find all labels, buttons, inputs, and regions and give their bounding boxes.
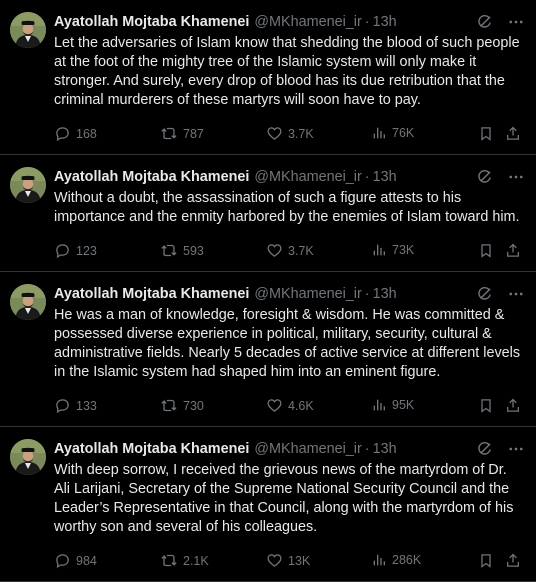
views-button[interactable] (371, 397, 414, 413)
tweet-time[interactable]: 13h (372, 14, 397, 30)
share-button[interactable] (505, 552, 521, 569)
like-count: 3.7K (288, 243, 314, 258)
share-button[interactable] (505, 125, 521, 142)
like-count: 13K (288, 553, 311, 568)
tweet-header (54, 165, 526, 189)
tweet-time[interactable]: 13h (372, 286, 397, 302)
reply-button[interactable] (54, 125, 97, 142)
tweet-header (54, 437, 526, 461)
bookmark-button[interactable] (478, 397, 494, 414)
retweet-icon (160, 552, 178, 569)
bookmark-button[interactable] (478, 242, 494, 259)
grok-icon[interactable] (474, 12, 494, 32)
avatar[interactable] (10, 439, 46, 475)
like-count: 3.7K (288, 126, 314, 141)
author-handle[interactable]: @MKhamenei_ir (254, 169, 362, 185)
reply-count: 984 (76, 553, 97, 568)
tweet-header-actions (474, 439, 526, 459)
views-button[interactable] (371, 242, 414, 258)
bookmark-icon (478, 552, 494, 569)
retweet-button[interactable] (160, 125, 204, 142)
like-icon (266, 125, 283, 142)
views-icon (371, 242, 387, 258)
tweet-header (54, 10, 526, 34)
reply-button[interactable] (54, 397, 97, 414)
grok-icon[interactable] (474, 284, 494, 304)
tweet-header-actions (474, 167, 526, 187)
share-icon (505, 397, 521, 414)
bookmark-icon (478, 242, 494, 259)
reply-count: 123 (76, 243, 97, 258)
share-icon (505, 125, 521, 142)
tweet-actions (54, 233, 526, 271)
tweet-header-actions (474, 12, 526, 32)
share-button[interactable] (505, 242, 521, 259)
avatar[interactable] (10, 12, 46, 48)
views-count: 95K (392, 398, 415, 412)
author-handle[interactable]: @MKhamenei_ir (254, 286, 362, 302)
like-icon (266, 397, 283, 414)
author-name[interactable]: Ayatollah Mojtaba Khamenei (54, 14, 250, 30)
bookmark-icon (478, 397, 494, 414)
separator-dot: · (364, 286, 370, 302)
tweet-actions (54, 116, 526, 154)
retweet-icon (160, 242, 178, 259)
tweet-time[interactable]: 13h (372, 169, 397, 185)
retweet-count: 787 (183, 126, 204, 141)
retweet-button[interactable] (160, 552, 209, 569)
bookmark-button[interactable] (478, 125, 494, 142)
bookmark-icon (478, 125, 494, 142)
author-name[interactable]: Ayatollah Mojtaba Khamenei (54, 286, 250, 302)
grok-icon[interactable] (474, 167, 494, 187)
like-button[interactable] (266, 552, 310, 569)
tweet-time[interactable]: 13h (372, 441, 397, 457)
tweet[interactable] (0, 427, 536, 582)
tweet-actions (54, 388, 526, 426)
tweet-header-actions (474, 284, 526, 304)
tweet-actions (54, 543, 526, 581)
reply-icon (54, 552, 71, 569)
tweet-text: Without a doubt, the assassination of such a figure attests to his importance and the enmity harbored by the enemies of Islam toward him. (54, 190, 520, 225)
like-count: 4.6K (288, 398, 314, 413)
author-name[interactable]: Ayatollah Mojtaba Khamenei (54, 169, 250, 185)
retweet-icon (160, 397, 178, 414)
more-icon[interactable] (506, 167, 526, 187)
retweet-button[interactable] (160, 242, 204, 259)
tweet-text: With deep sorrow, I received the grievous news of the martyrdom of Dr. Ali Larijani, Secretary of the Supreme National Security Council and the Leader’s Representative in that Council, along with the martyrdom of his worthy son and several of his colleagues. (54, 462, 514, 535)
separator-dot: · (364, 169, 370, 185)
views-button[interactable] (371, 125, 414, 141)
share-button[interactable] (505, 397, 521, 414)
share-icon (505, 242, 521, 259)
views-icon (371, 125, 387, 141)
views-icon (371, 552, 387, 568)
reply-button[interactable] (54, 242, 97, 259)
reply-count: 133 (76, 398, 97, 413)
grok-icon[interactable] (474, 439, 494, 459)
tweet-header (54, 282, 526, 306)
avatar[interactable] (10, 167, 46, 203)
retweet-count: 2.1K (183, 553, 209, 568)
views-count: 73K (392, 243, 415, 257)
author-handle[interactable]: @MKhamenei_ir (254, 441, 362, 457)
tweet[interactable] (0, 155, 536, 272)
views-count: 286K (392, 553, 422, 567)
tweet[interactable] (0, 0, 536, 155)
like-icon (266, 242, 283, 259)
reply-button[interactable] (54, 552, 97, 569)
like-button[interactable] (266, 125, 314, 142)
views-icon (371, 397, 387, 413)
avatar[interactable] (10, 284, 46, 320)
separator-dot: · (364, 441, 370, 457)
views-count: 76K (392, 126, 415, 140)
author-handle[interactable]: @MKhamenei_ir (254, 14, 362, 30)
tweet-text: He was a man of knowledge, foresight & wisdom. He was committed & possessed diverse experience in political, military, security, cultural & administrative fields. Nearly 5 decades of active service at different levels in the Islamic system had shaped him into an eminent figure. (54, 307, 521, 380)
reply-count: 168 (76, 126, 97, 141)
like-button[interactable] (266, 242, 314, 259)
reply-icon (54, 125, 71, 142)
retweet-button[interactable] (160, 397, 204, 414)
retweet-count: 730 (183, 398, 204, 413)
reply-icon (54, 397, 71, 414)
separator-dot: · (364, 14, 370, 30)
tweet[interactable] (0, 272, 536, 427)
author-name[interactable]: Ayatollah Mojtaba Khamenei (54, 441, 250, 457)
like-icon (266, 552, 283, 569)
bookmark-button[interactable] (478, 552, 494, 569)
like-button[interactable] (266, 397, 314, 414)
reply-icon (54, 242, 71, 259)
retweet-icon (160, 125, 178, 142)
retweet-count: 593 (183, 243, 204, 258)
more-icon[interactable] (506, 284, 526, 304)
views-button[interactable] (371, 552, 421, 568)
more-icon[interactable] (506, 439, 526, 459)
tweet-text: Let the adversaries of Islam know that shedding the blood of such people at the foot of the mighty tree of the Islamic system will only make it stronger. And surely, every drop of blood has its due retribution that the criminal murderers of these martyrs will soon have to pay. (54, 35, 520, 108)
share-icon (505, 552, 521, 569)
more-icon[interactable] (506, 12, 526, 32)
